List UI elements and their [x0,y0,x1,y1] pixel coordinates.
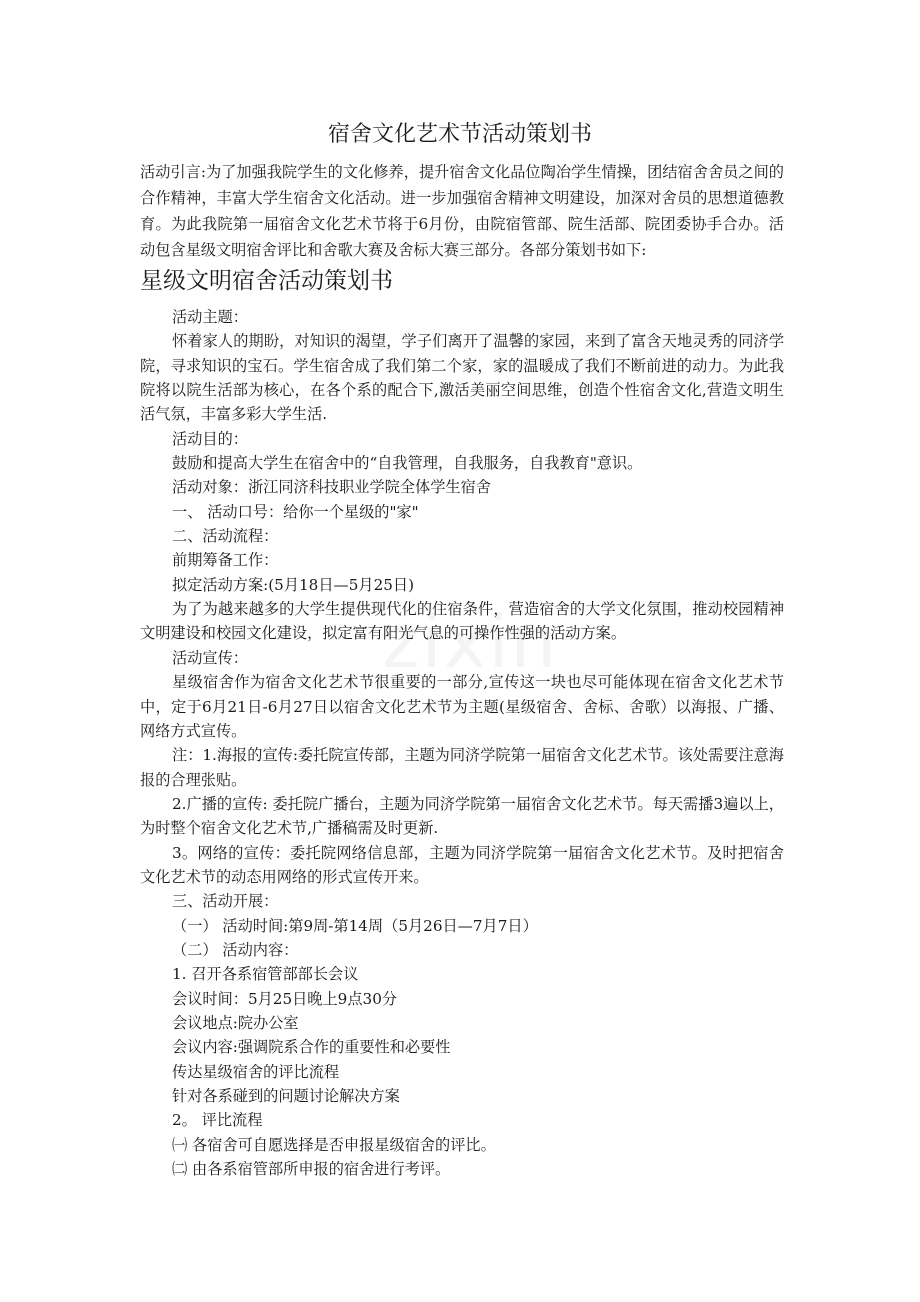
line-meeting-content: 会议内容:强调院系合作的重要性和必要性 [172,1038,451,1057]
paragraph-plan: 为了为越来越多的大学生提供现代化的住宿条件，营造宿舍的大学文化氛围，推动校园精神文明建设和校园文化建设，拟定富有阳光气息的可操作性强的活动方案。 [140,600,784,643]
paragraph-publicity: 星级宿舍作为宿舍文化艺术节很重要的一部分,宣传这一块也尽可能体现在宿舍文化艺术节中，定于6月21日-6月27日以宿舍文化艺术节为主题(星级宿舍、舍标、舍歌）以海报、广播、网络方式宣传。 [140,673,784,740]
line-process-heading: 二、活动流程： [172,527,279,546]
line-meeting-place: 会议地点:院办公室 [172,1013,299,1032]
line-plan: 拟定活动方案:(5月18日—5月25日) [172,575,415,594]
paragraph-theme: 怀着家人的期盼，对知识的渴望，学子们离开了温馨的家园，来到了富含天地灵秀的同济学院，寻求知识的宝石。学生宿舍成了我们第二个家，家的温暖成了我们不断前进的动力。为此我院将以院生活部为核心，在各个系的配合下,激活美丽空间思维，创造个性宿舍文化,营造文明生活气氛，丰富多彩大学生活. [140,332,784,424]
document-body [140,305,784,1181]
line-prep: 前期筹备工作： [172,551,279,570]
line-purpose-label: 活动目的： [172,429,248,448]
line-purpose: 鼓励和提高大学生在宿舍中的“自我管理，自我服务，自我教育"意识。 [172,454,643,473]
paragraph-note-broadcast: 2.广播的宣传: 委托院广播台，主题为同济学院第一届宿舍文化艺术节。每天需播3遍以上，为时整个宿舍文化艺术节,广播稿需及时更新. [140,794,784,838]
line-publicity-label: 活动宣传： [172,648,248,667]
line-activity-time: （一） 活动时间:第9周-第14周（5月26日—7月7日） [172,916,538,935]
line-evaluation-2: ㈡ 由各系宿管部所申报的宿舍进行考评。 [172,1160,451,1179]
paragraph-note-network: 3。网络的宣传：委托院网络信息部，主题为同济学院第一届宿舍文化艺术节。及时把宿舍文化艺术节的动态用网络的形式宣传开来。 [140,843,784,886]
line-evaluation-1: ㈠ 各宿舍可自愿选择是否申报星级宿舍的评比。 [172,1135,496,1154]
line-activity-heading: 三、活动开展： [172,892,279,911]
line-activity-content: （二） 活动内容： [172,940,299,959]
line-evaluation-heading: 2。 评比流程 [172,1111,263,1130]
line-meeting: 1. 召开各系宿管部部长会议 [172,965,359,984]
line-slogan: 一、 活动口号：给你一个星级的"家" [172,502,419,521]
line-meeting-discuss: 针对各系碰到的问题讨论解决方案 [172,1087,400,1105]
line-meeting-convey: 传达星级宿舍的评比流程 [172,1062,340,1081]
section-heading: 星级文明宿舍活动策划书 [140,268,393,294]
line-meeting-time: 会议时间：5月25日晚上9点30分 [172,989,398,1008]
line-theme-label: 活动主题： [172,308,248,326]
intro-paragraph: 活动引言:为了加强我院学生的文化修养，提升宿舍文化品位陶冶学生情操，团结宿舍舍员之间的合作精神，丰富大学生宿舍文化活动。进一步加强宿舍精神文明建设，加深对舍员的思想道德教育。为此我院第一届宿舍文化艺术节将于6月份，由院宿管部、院生活部、院团委协手合办。活动包含星级文明宿舍评比和舍歌大赛及舍标大赛三部分。各部分策划书如下: [140,163,784,259]
document-title: 宿舍文化艺术节活动策划书 [327,122,592,147]
line-target: 活动对象：浙江同济科技职业学院全体学生宿舍 [172,478,491,497]
paragraph-note-poster: 注：1.海报的宣传:委托院宣传部，主题为同济学院第一届宿舍文化艺术节。该处需要注意海报的合理张贴。 [140,746,784,789]
